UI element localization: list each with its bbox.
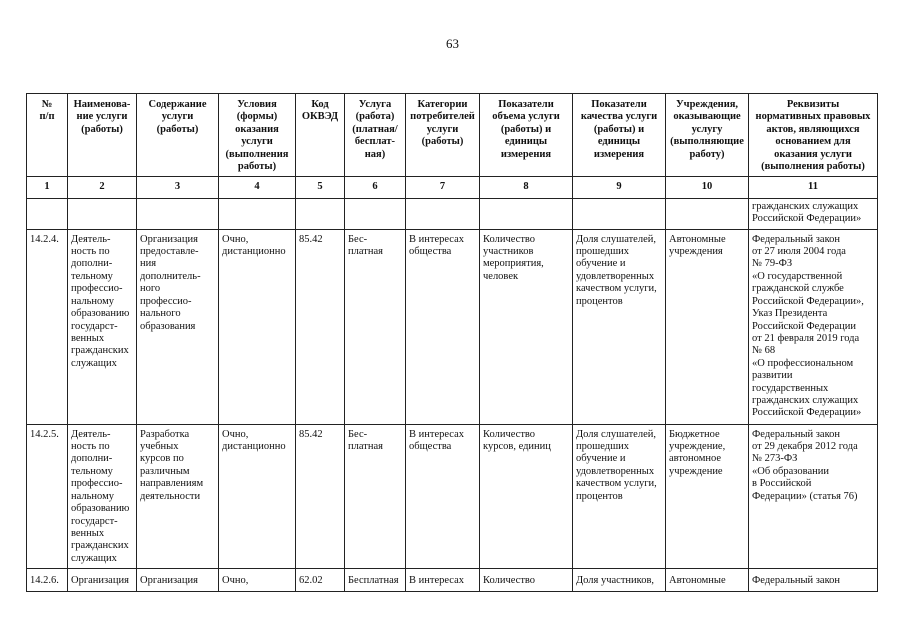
header-service-content: Содержание услуги (работы) bbox=[137, 94, 219, 177]
service-conditions: Очно, дистанционно bbox=[219, 229, 296, 424]
header-consumers: Категории потребителей услуги (работы) bbox=[406, 94, 480, 177]
column-number: 11 bbox=[749, 177, 878, 198]
header-volume-indicators: Показатели объема услуги (работы) и единицы измерения bbox=[480, 94, 573, 177]
okved-code: 62.02 bbox=[296, 569, 345, 591]
paid-free: Бес- платная bbox=[345, 229, 406, 424]
legal-acts: Федеральный закон bbox=[749, 569, 878, 591]
row-number: 14.2.6. bbox=[27, 569, 68, 591]
table-row bbox=[27, 229, 878, 424]
consumer-category: В интересах bbox=[406, 569, 480, 591]
header-service-name: Наименова- ние услуги (работы) bbox=[68, 94, 137, 177]
header-institutions: Учреждения, оказывающие услугу (выполняющие работу) bbox=[666, 94, 749, 177]
quality-indicator: Доля слушателей, прошедших обучение и удовлетворенных качеством услуги, процентов bbox=[573, 229, 666, 424]
institutions: Автономные bbox=[666, 569, 749, 591]
service-name: Организация bbox=[68, 569, 137, 591]
column-number: 10 bbox=[666, 177, 749, 198]
column-number: 2 bbox=[68, 177, 137, 198]
column-number: 8 bbox=[480, 177, 573, 198]
row-number: 14.2.5. bbox=[27, 424, 68, 568]
continuation-legal-text: гражданских служащих Российской Федерации» bbox=[749, 198, 878, 229]
institutions: Автономные учреждения bbox=[666, 229, 749, 424]
paid-free: Бесплатная bbox=[345, 569, 406, 591]
header-conditions: Условия (формы) оказания услуги (выполнения работы) bbox=[219, 94, 296, 177]
volume-indicator: Количество курсов, единиц bbox=[480, 424, 573, 568]
service-conditions: Очно, дистанционно bbox=[219, 424, 296, 568]
services-registry-table bbox=[26, 93, 878, 592]
volume-indicator: Количество участников мероприятия, человек bbox=[480, 229, 573, 424]
table-row bbox=[27, 569, 878, 591]
paid-free: Бес- платная bbox=[345, 424, 406, 568]
service-name: Деятель- ность по дополни- тельному профессио- нальному образованию государст- венных гражданских служащих bbox=[68, 229, 137, 424]
column-number-row bbox=[27, 177, 878, 198]
header-quality-indicators: Показатели качества услуги (работы) и единицы измерения bbox=[573, 94, 666, 177]
header-row bbox=[27, 94, 878, 177]
institutions: Бюджетное учреждение, автономное учреждение bbox=[666, 424, 749, 568]
column-number: 3 bbox=[137, 177, 219, 198]
header-okved: Код ОКВЭД bbox=[296, 94, 345, 177]
header-num: № п/п bbox=[27, 94, 68, 177]
column-number: 6 bbox=[345, 177, 406, 198]
quality-indicator: Доля участников, bbox=[573, 569, 666, 591]
okved-code: 85.42 bbox=[296, 229, 345, 424]
column-number: 9 bbox=[573, 177, 666, 198]
table-row bbox=[27, 424, 878, 568]
service-name: Деятель- ность по дополни- тельному профессио- нальному образованию государст- венных гражданских служащих bbox=[68, 424, 137, 568]
service-conditions: Очно, bbox=[219, 569, 296, 591]
header-paid-free: Услуга (работа) (платная/ бесплат- ная) bbox=[345, 94, 406, 177]
service-content: Разработка учебных курсов по различным направлениям деятельности bbox=[137, 424, 219, 568]
quality-indicator: Доля слушателей, прошедших обучение и удовлетворенных качеством услуги, процентов bbox=[573, 424, 666, 568]
column-number: 5 bbox=[296, 177, 345, 198]
volume-indicator: Количество bbox=[480, 569, 573, 591]
column-number: 4 bbox=[219, 177, 296, 198]
service-content: Организация bbox=[137, 569, 219, 591]
row-number: 14.2.4. bbox=[27, 229, 68, 424]
consumer-category: В интересах общества bbox=[406, 229, 480, 424]
table-row-continuation bbox=[27, 198, 878, 229]
column-number: 7 bbox=[406, 177, 480, 198]
header-legal-acts: Реквизиты нормативных правовых актов, являющихся основанием для оказания услуги (выполнения работы) bbox=[749, 94, 878, 177]
service-content: Организация предоставле- ния дополнитель- ного профессио- нального образования bbox=[137, 229, 219, 424]
legal-acts: Федеральный закон от 27 июля 2004 года № 79-ФЗ «О государственной гражданской службе Российской Федерации», Указ Президента Российской Федерации от 21 февраля 2019 года № 68 «О профессиональном развитии государственных гражданских служащих Российской Федерации» bbox=[749, 229, 878, 424]
column-number: 1 bbox=[27, 177, 68, 198]
legal-acts: Федеральный закон от 29 декабря 2012 года № 273-ФЗ «Об образовании в Российской Федерации» (статья 76) bbox=[749, 424, 878, 568]
page-number: 63 bbox=[446, 36, 459, 51]
okved-code: 85.42 bbox=[296, 424, 345, 568]
consumer-category: В интересах общества bbox=[406, 424, 480, 568]
